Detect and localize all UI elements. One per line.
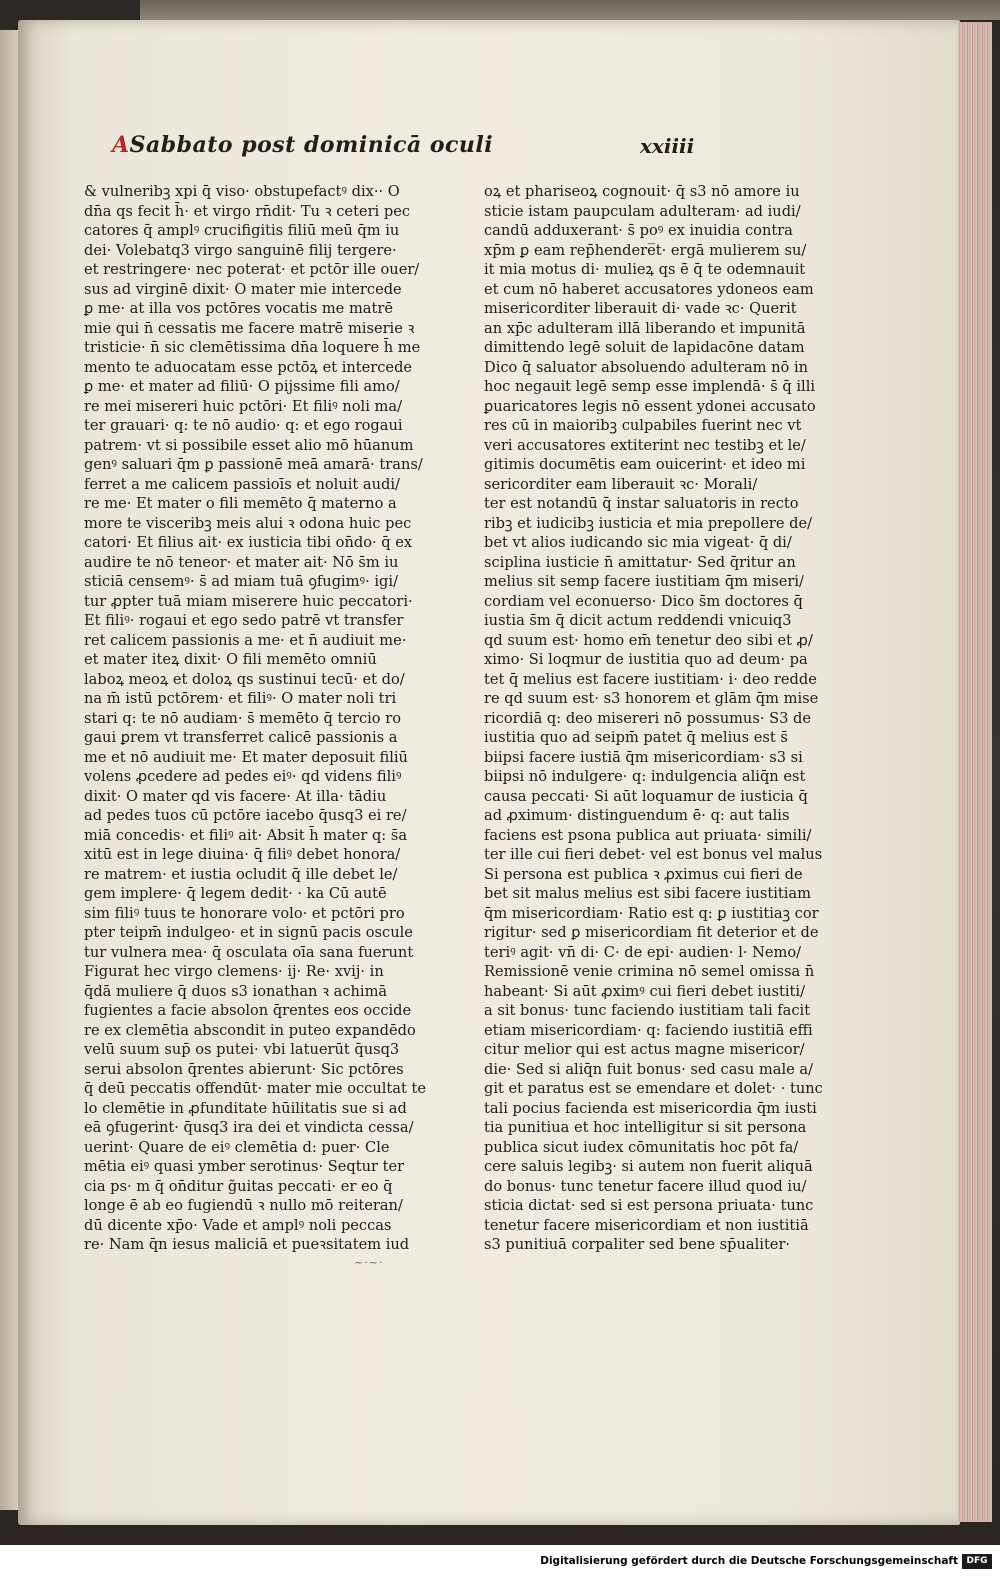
right_column-line: melius sit semp facere iustitiam q̄m miseri/ <box>484 573 804 590</box>
right_column-line: Dico q̄ saluator absoluendo adulteram nō in <box>484 358 809 376</box>
right_column-line: faciens est psona publica aut priuata· simili/ <box>484 826 812 844</box>
left_column-line: miā concedis· et filiꝰ ait· Absit h̄ mater q: s̄a <box>84 826 408 844</box>
left_column-line: tur vulnera mea· q̄ osculata oīa sana fuerunt <box>84 943 414 961</box>
left_column-line: audire te nō teneor· et mater ait· Nō s̄m iu <box>84 553 399 571</box>
left_column-line: me et nō audiuit me· Et mater deposuit filiū <box>84 748 408 766</box>
printer-mark: ~·~· <box>354 1256 384 1269</box>
right_column-line: q̄m misericordiam· Ratio est q: ꝑ iustitiaꝫ cor <box>484 904 819 922</box>
left_column-line: q̄dā muliere q̄ duos s3 ionathan ꝛ achimā <box>84 982 388 1000</box>
left_column-line: et restringere· nec poterat· et pctōr ille ouer/ <box>84 261 420 278</box>
left_column-line: dū dicente xp̄o· Vade et amplꝰ noli peccas <box>84 1216 392 1234</box>
right_column-line: candū adduxerant· s̄ poꝰ ex inuidia contra <box>484 222 793 239</box>
right_column-line: ad ꝓximum· distinguendum ē· q: aut talis <box>484 807 790 824</box>
left_column-line: tur ꝓpter tuā miam miserere huic peccatori· <box>84 592 413 610</box>
right_column-line: git et paratus est se emendare et dolet· · tunc <box>484 1080 823 1097</box>
left_column-line: sticiā censemꝰ· s̄ ad miam tuā ꝯfugimꝰ· igi/ <box>84 573 398 590</box>
right_column-line: qd suum est· homo em̄ tenetur deo sibi et ꝓ/ <box>484 631 813 649</box>
right_column-line: ribꝫ et iudicibꝫ iusticia et mia prepollere de/ <box>484 514 813 532</box>
left_column-line: re mei misereri huic pctōri· Et filiꝰ noli ma/ <box>84 397 402 415</box>
right_column-line: xp̄m ꝑ eam rep̄hendere̅t· ergā mulierem su/ <box>484 241 807 259</box>
right_column-line: tali pocius facienda est misericordia q̄m iusti <box>484 1099 817 1117</box>
right_column-line: tia punitiua et hoc intelligitur si sit persona <box>484 1119 807 1136</box>
left_column-line: dei· Volebatq3 virgo sanguinē filij tergere· <box>84 241 397 259</box>
text-column-left <box>84 182 436 1255</box>
right_column-line: a sit bonus· tunc faciendo iustitiam tali facit <box>484 1002 811 1019</box>
right_column-line: biipsi nō indulgere· q: indulgencia aliq̄n est <box>484 768 806 785</box>
left_column-line: gem implere· q̄ legem dedit· · ka Cū autē <box>84 885 387 902</box>
left_column-line: re· Nam q̄n iesus maliciā et pueꝛsitatem iud <box>84 1236 410 1253</box>
left_column-line: ꝑ me· et mater ad filiū· O pijssime fili amo/ <box>84 378 400 395</box>
right_column-line: sticie istam paupculam adulteram· ad iudi/ <box>484 202 801 220</box>
left_column-line: re ex clemētia abscondit in puteo expandēdo <box>84 1021 416 1039</box>
right_column-line: sericorditer eam liberauit ꝛc· Morali/ <box>484 475 758 493</box>
left_column-line: re matrem· et iustia ocludit q̄ ille debet le/ <box>84 865 398 883</box>
left_column-line: volens ꝓcedere ad pedes eiꝰ· qd videns filiꝰ <box>84 768 402 785</box>
right_column-line: ximo· Si loqmur de iustitia quo ad deum· pa <box>484 651 808 668</box>
left_column-line: Figurat hec virgo clemens· ij· Re· xvij· in <box>84 963 384 980</box>
left_column-line: mie qui n̄ cessatis me facere matrē miserie ꝛ <box>84 319 415 337</box>
right_column-line: Remissionē venie crimina nō semel omissa n̄ <box>484 963 815 980</box>
left_column-line: stari q: te nō audiam· s̄ memēto q̄ tercio ro <box>84 709 401 727</box>
adjacent-page-edge <box>0 30 20 1510</box>
left_column-line: mento te aduocatam esse pctōꝝ et intercede <box>84 358 413 376</box>
right_column-line: gitimis documētis eam ouicerint· et ideo mi <box>484 456 806 473</box>
left_column-line: et mater iteꝝ dixit· O fili memēto omniū <box>84 651 377 668</box>
left_column-line: longe ē ab eo fugiendū ꝛ nullo mō reiteran/ <box>84 1197 403 1214</box>
right_column-line: re qd suum est· s3 honorem et glām q̄m mise <box>484 690 819 707</box>
left_column-line: dixit· O mater qd vis facere· At illa· tādiu <box>84 787 387 805</box>
right_column-line: rigitur· sed ꝑ misericordiam fit deterior et de <box>484 924 819 941</box>
right_column-line: citur melior qui est actus magne misericor/ <box>484 1041 805 1058</box>
right_column-line: ter est notandū q̄ instar saluatoris in recto <box>484 495 799 512</box>
right_column-line: causa peccati· Si aūt loquamur de iusticia q̄ <box>484 787 808 805</box>
left_column-line: re me· Et mater o fili memēto q̄ materno a <box>84 495 397 512</box>
right_column-line: res cū in maioribꝫ culpabiles fuerint nec vt <box>484 417 802 434</box>
right_column-line: hoc negauit legē semp esse implendā· s̄ q̄ illi <box>484 378 816 395</box>
left_column-line: ꝑ me· at illa vos pctōres vocatis me matrē <box>84 300 393 317</box>
book-top-edge <box>140 0 1000 20</box>
left_column-line: sim filiꝰ tuus te honorare volo· et pctōri pro <box>84 904 405 922</box>
right_column-line: cordiam vel econuerso· Dico s̄m doctores q̄ <box>484 592 803 610</box>
left_column-line: patrem· vt si possibile esset alio mō hūanum <box>84 436 414 454</box>
running-head <box>112 132 712 168</box>
funding-credit: Digitalisierung gefördert durch die Deutsche Forschungsgemeinschaft <box>540 1555 958 1567</box>
right_column-line: s3 punitiuā corpaliter sed bene sp̄ualiter· <box>484 1236 791 1253</box>
right_column-line: tet q̄ melius est facere iustitiam· i· deo redde <box>484 670 817 688</box>
right_column-line: et cum nō haberet accusatores ydoneos eam <box>484 280 814 298</box>
right_column-line: publica sicut iudex cōmunitatis hoc pōt fa/ <box>484 1138 799 1156</box>
left_column-line: dn̄a qs fecit h̄· et virgo rn̄dit· Tu ꝛ ceteri pec <box>84 202 411 220</box>
folio-number: xxiiii <box>640 134 695 158</box>
left_column-line: catori· Et filius ait· ex iusticia tibi on̄do· q̄ ex <box>84 534 413 551</box>
right_column-line: etiam misericordiam· q: faciendo iustitiā effi <box>484 1021 813 1039</box>
left_column-line: q̄ deū peccatis offendūt· mater mie occultat te <box>84 1080 426 1097</box>
right_column-line: Si persona est publica ꝛ ꝓximus cui fieri de <box>484 865 803 883</box>
right_column-line: an xp̄c adulteram illā liberando et impunitā <box>484 319 806 337</box>
left_column-line: fugientes a facie absolon q̄rentes eos occide <box>84 1002 412 1019</box>
left_column-line: catores q̄ amplꝰ crucifigitis filiū meū q̄m iu <box>84 222 400 239</box>
right_column-line: iustitia quo ad seipm̄ patet q̄ melius est s̄ <box>484 729 788 746</box>
left_column-line: uerint· Quare de eiꝰ clemētia d: puer· Cle <box>84 1138 390 1156</box>
left_column-line: serui absolon q̄rentes abierunt· Sic pctōres <box>84 1060 404 1078</box>
right_column-line: teriꝰ agit· vn̄ di· C· de epi· audien· l· Nemo/ <box>484 943 802 961</box>
right_column-line: misericorditer liberauit di· vade ꝛc· Querit <box>484 300 797 317</box>
right_column-line: iustia s̄m q̄ dicit actum reddendi vnicuiq3 <box>484 612 792 629</box>
right_column-line: ꝑuaricatores legis nō essent ydonei accusato <box>484 397 816 415</box>
digitization-footer <box>0 1545 1000 1583</box>
right_column-line: do bonus· tunc tenetur facere illud quod iu/ <box>484 1177 807 1195</box>
left_column-line: ter grauari· q: te nō audio· q: et ego rogaui <box>84 417 403 434</box>
right_column-line: veri accusatores extiterint nec testibꝫ et le/ <box>484 436 806 454</box>
right_column-line: ter ille cui fieri debet· vel est bonus vel malus <box>484 846 823 863</box>
left_column-line: Et filiꝰ· rogaui et ego sedo patrē vt transfer <box>84 612 404 629</box>
right_column-line: tenetur facere misericordiam et non iustitiā <box>484 1216 809 1234</box>
left_column-line: cia ps· m q̄ on̄ditur g̃uitas peccati· er eo q̄ <box>84 1177 393 1195</box>
text-column-right <box>484 182 824 1255</box>
left_column-line: ad pedes tuos cū pctōre iacebo q̄usq3 ei re/ <box>84 807 407 824</box>
left_column-line: ferret a me calicem passioīs et noluit audi/ <box>84 475 400 493</box>
right_column-line: biipsi facere iustiā q̄m misericordiam· s3 si <box>484 748 803 766</box>
right_column-line: it mia motus di· mulieꝝ qs ē q̄ te odemnauit <box>484 261 806 278</box>
left_column-line: & vulneribꝫ xpi q̄ viso· obstupefactꝰ dix·· O <box>84 183 400 200</box>
right_column-line: dimittendo legē soluit de lapidacōne datam <box>484 339 805 356</box>
left_column-line: xitū est in lege diuina· q̄ filiꝰ debet honora/ <box>84 846 401 863</box>
right_column-line: oꝝ et phariseoꝝ cognouit· q̄ s3 nō amore iu <box>484 183 800 200</box>
left_column-line: laboꝝ meoꝝ et doloꝝ qs sustinui tecū· et do/ <box>84 670 405 688</box>
dfg-logo-icon: DFG <box>962 1554 992 1569</box>
left_column-line: sus ad virginē dixit· O mater mie intercede <box>84 280 402 298</box>
left_column-line: gaui ꝑrem vt transferret calicē passionis a <box>84 729 398 746</box>
page-edges-red <box>958 22 992 1522</box>
right_column-line: sciplina iusticie n̄ amittatur· Sed q̄ritur an <box>484 553 796 571</box>
left_column-line: velū suum sup̄ os putei· vbi latuerūt q̄usq3 <box>84 1041 400 1058</box>
left_column-line: more te visceribꝫ meis alui ꝛ odona huic pec <box>84 514 412 532</box>
right_column-line: die· Sed si aliq̄n fuit bonus· sed casu male a/ <box>484 1060 814 1078</box>
left_column-line: ret calicem passionis a me· et n̄ audiuit me· <box>84 631 407 649</box>
left_column-line: eā ꝯfugerint· q̄usq3 ira dei et vindicta cessa/ <box>84 1119 414 1136</box>
right_column-line: bet sit malus melius est sibi facere iustitiam <box>484 885 811 902</box>
heading-text: Sabbato post dominicā oculi <box>129 132 494 158</box>
left_column-line: genꝰ saluari q̄m ꝑ passionē meā amarā· trans/ <box>84 456 423 473</box>
right_column-line: sticia dictat· sed si est persona priuata· tunc <box>484 1197 814 1214</box>
page-heading <box>112 132 493 158</box>
left_column-line: pter teipm̄ indulgeo· et in signū pacis oscule <box>84 924 413 941</box>
left_column-line: mētia eiꝰ quasi ymber serotinus· Seqtur ter <box>84 1158 405 1175</box>
left_column-line: lo clemētie in ꝓfunditate hūilitatis sue si ad <box>84 1099 407 1117</box>
left_column-line: tristicie· n̄ sic clemētissima dn̄a loquere h̄ me <box>84 339 421 356</box>
rubricated-initial: A <box>112 132 130 158</box>
right_column-line: ricordiā q: deo misereri nō possumus· S3 de <box>484 709 811 727</box>
right_column-line: habeant· Si aūt ꝓximꝰ cui fieri debet iustiti/ <box>484 982 806 1000</box>
left_column-line: na m̄ istū pctōrem· et filiꝰ· O mater noli tri <box>84 690 397 707</box>
right_column-line: bet vt alios iudicando sic mia vigeat· q̄ di/ <box>484 534 792 551</box>
right_column-line: cere saluis legibꝫ· si autem non fuerit aliquā <box>484 1158 813 1175</box>
